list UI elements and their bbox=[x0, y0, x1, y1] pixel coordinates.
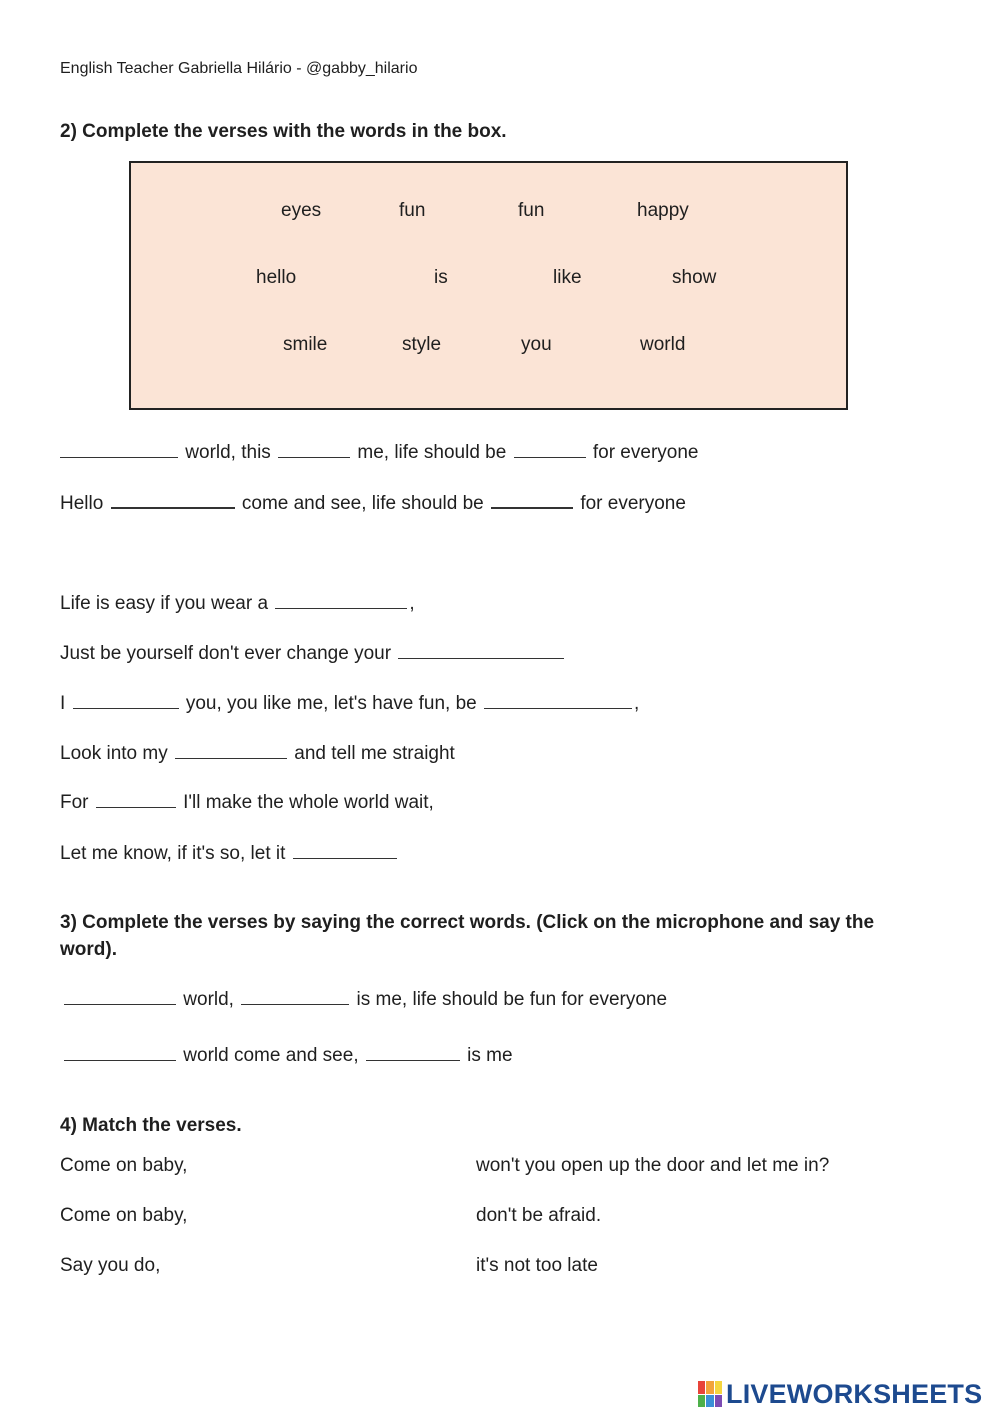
answer-blank[interactable] bbox=[491, 489, 573, 509]
answer-blank[interactable] bbox=[278, 439, 350, 458]
word-box-item: hello bbox=[256, 267, 297, 288]
word-box-item: show bbox=[672, 267, 717, 288]
match-right-item[interactable]: won't you open up the door and let me in? bbox=[476, 1155, 830, 1176]
answer-blank[interactable] bbox=[175, 740, 287, 759]
match-left-item[interactable]: Come on baby, bbox=[60, 1205, 188, 1226]
section-3-title: 3) Complete the verses by saying the correct words. (Click on the microphone and say the bbox=[60, 912, 875, 933]
verse-line: Let me know, if it's so, let it bbox=[60, 840, 399, 865]
word-box-item: fun bbox=[518, 200, 545, 221]
answer-blank[interactable] bbox=[293, 840, 397, 859]
verse-line: I you, you like me, let's have fun, be , bbox=[60, 690, 639, 715]
liveworksheets-logo bbox=[698, 1377, 982, 1411]
match-right-item[interactable]: it's not too late bbox=[476, 1255, 598, 1276]
header-credit: English Teacher Gabriella Hilário - @gabby_hilario bbox=[60, 60, 418, 77]
liveworksheets-logo-icon bbox=[698, 1381, 722, 1407]
match-left-item[interactable]: Come on baby, bbox=[60, 1155, 188, 1176]
match-right-item[interactable]: don't be afraid. bbox=[476, 1205, 602, 1226]
verse-line: world come and see, is me bbox=[64, 1042, 513, 1067]
word-box-item: fun bbox=[399, 200, 426, 221]
word-box bbox=[129, 161, 848, 410]
answer-blank[interactable] bbox=[275, 590, 407, 609]
answer-blank[interactable] bbox=[484, 690, 632, 709]
verse-line: Just be yourself don't ever change your bbox=[60, 640, 566, 665]
section-3-title-continued: word). bbox=[60, 939, 117, 960]
speech-answer-blank[interactable] bbox=[241, 986, 349, 1005]
word-box-item: you bbox=[521, 334, 552, 355]
answer-blank[interactable] bbox=[398, 640, 564, 659]
word-box-item: smile bbox=[283, 334, 328, 355]
verse-line: Look into my and tell me straight bbox=[60, 740, 455, 765]
word-box-item: happy bbox=[637, 200, 689, 221]
word-box-item: like bbox=[553, 267, 582, 288]
section-4-title: 4) Match the verses. bbox=[60, 1115, 242, 1136]
answer-blank[interactable] bbox=[60, 439, 178, 458]
speech-answer-blank[interactable] bbox=[366, 1042, 460, 1061]
section-2-title: 2) Complete the verses with the words in the box. bbox=[60, 121, 507, 142]
logo-text: LIVEWORKSHEETS bbox=[726, 1378, 983, 1409]
answer-blank[interactable] bbox=[96, 789, 176, 808]
answer-blank[interactable] bbox=[514, 439, 586, 458]
answer-blank[interactable] bbox=[73, 690, 179, 709]
verse-line: Life is easy if you wear a , bbox=[60, 590, 415, 615]
verse-line: world, is me, life should be fun for everyone bbox=[64, 986, 667, 1011]
verse-line: world, this me, life should be for everyone bbox=[60, 439, 698, 464]
answer-blank[interactable] bbox=[111, 489, 235, 509]
speech-answer-blank[interactable] bbox=[64, 1042, 176, 1061]
word-box-item: style bbox=[402, 334, 442, 355]
word-box-item: is bbox=[434, 267, 448, 288]
match-left-item[interactable]: Say you do, bbox=[60, 1255, 161, 1276]
word-box-item: world bbox=[640, 334, 686, 355]
speech-answer-blank[interactable] bbox=[64, 986, 176, 1005]
verse-line: For I'll make the whole world wait, bbox=[60, 789, 434, 814]
verse-line: Hello come and see, life should be for everyone bbox=[60, 489, 686, 515]
word-box-item: eyes bbox=[281, 200, 322, 221]
